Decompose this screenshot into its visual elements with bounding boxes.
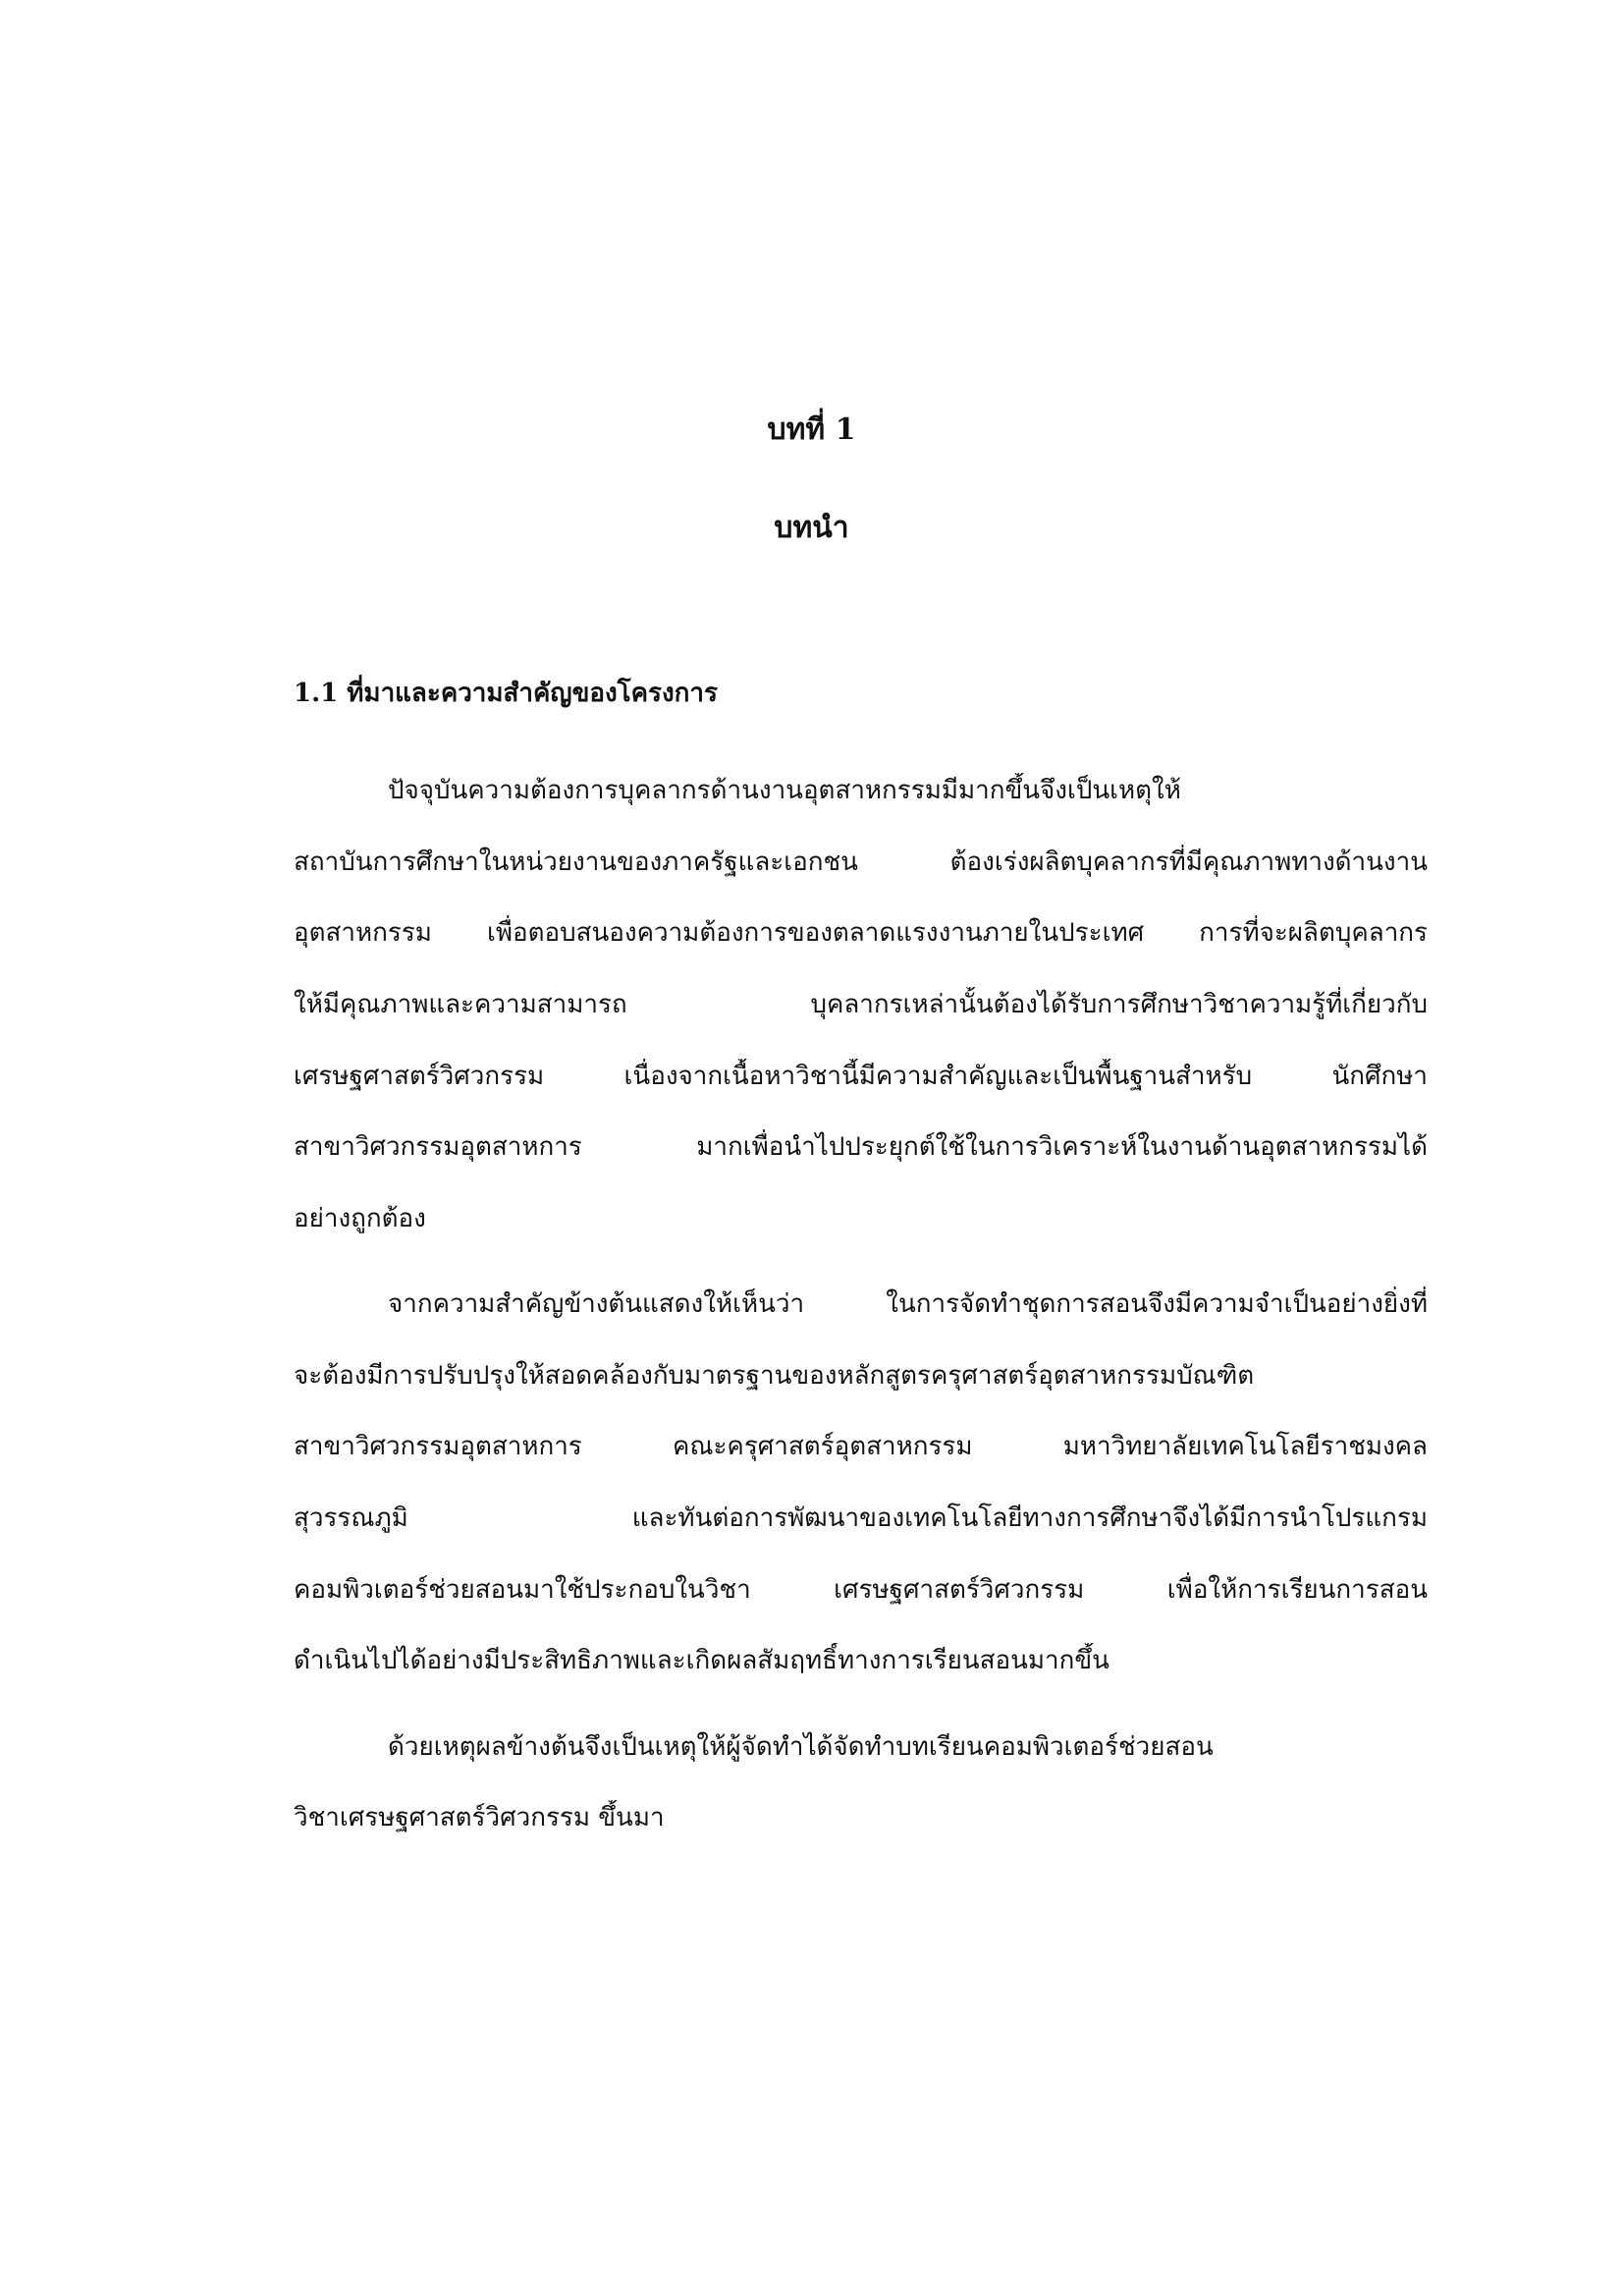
paragraph-line: อุตสาหกรรม เพื่อตอบสนองความต้องการของตลาดแรงงานภายในประเทศ การที่จะผลิตบุคลากร xyxy=(294,918,1428,948)
paragraph-line: อย่างถูกต้อง xyxy=(294,1204,426,1233)
paragraph-line: คอมพิวเตอร์ช่วยสอนมาใช้ประกอบในวิชา เศรษฐศาสตร์วิศวกรรม เพื่อให้การเรียนการสอน xyxy=(294,1575,1428,1605)
section-heading: 1.1 ที่มาและความสำคัญของโครงการ xyxy=(294,679,718,708)
paragraph-line: ปัจจุบันความต้องการบุคลากรด้านงานอุตสาหกรรมมีมากขึ้นจึงเป็นเหตุให้ xyxy=(388,776,1181,805)
paragraph-line: วิชาเศรษฐศาสตร์วิศวกรรม ขึ้นมา xyxy=(294,1803,665,1832)
paragraph-line: ด้วยเหตุผลข้างต้นจึงเป็นเหตุให้ผู้จัดทำได้จัดทำบทเรียนคอมพิวเตอร์ช่วยสอน xyxy=(388,1732,1214,1762)
paragraph-line: สาขาวิศวกรรมอุตสาหการ มากเพื่อนำไปประยุกต์ใช้ในการวิเคราะห์ในงานด้านอุตสาหกรรมได้ xyxy=(294,1132,1428,1162)
paragraph-line: ดำเนินไปได้อย่างมีประสิทธิภาพและเกิดผลสัมฤทธิ์ทางการเรียนสอนมากขึ้น xyxy=(294,1646,1109,1675)
paragraph-line: เศรษฐศาสตร์วิศวกรรม เนื่องจากเนื้อหาวิชานี้มีความสำคัญและเป็นพื้นฐานสำหรับ นักศึกษา xyxy=(294,1062,1428,1091)
paragraph-line: สุวรรณภูมิ และทันต่อการพัฒนาของเทคโนโลยีทางการศึกษาจึงได้มีการนำโปรแกรม xyxy=(294,1503,1428,1533)
paragraph-line: สถาบันการศึกษาในหน่วยงานของภาครัฐและเอกชน ต้องเร่งผลิตบุคลากรที่มีคุณภาพทางด้านงาน xyxy=(294,847,1428,877)
paragraph-line: จะต้องมีการปรับปรุงให้สอดคล้องกับมาตรฐานของหลักสูตรครุศาสตร์อุตสาหกรรมบัณฑิต xyxy=(294,1361,1255,1391)
paragraph-line: สาขาวิศวกรรมอุตสาหการ คณะครุศาสตร์อุตสาหกรรม มหาวิทยาลัยเทคโนโลยีราชมงคล xyxy=(294,1432,1428,1461)
paragraph-line: ให้มีคุณภาพและความสามารถ บุคลากรเหล่านั้นต้องได้รับการศึกษาวิชาความรู้ที่เกี่ยวกับ xyxy=(294,990,1428,1019)
chapter-title: บทนำ xyxy=(774,511,849,545)
chapter-number: บทที่ 1 xyxy=(767,412,856,447)
paragraph-line: จากความสำคัญข้างต้นแสดงให้เห็นว่า ในการจัดทำชุดการสอนจึงมีความจำเป็นอย่างยิ่งที่ xyxy=(388,1289,1428,1319)
